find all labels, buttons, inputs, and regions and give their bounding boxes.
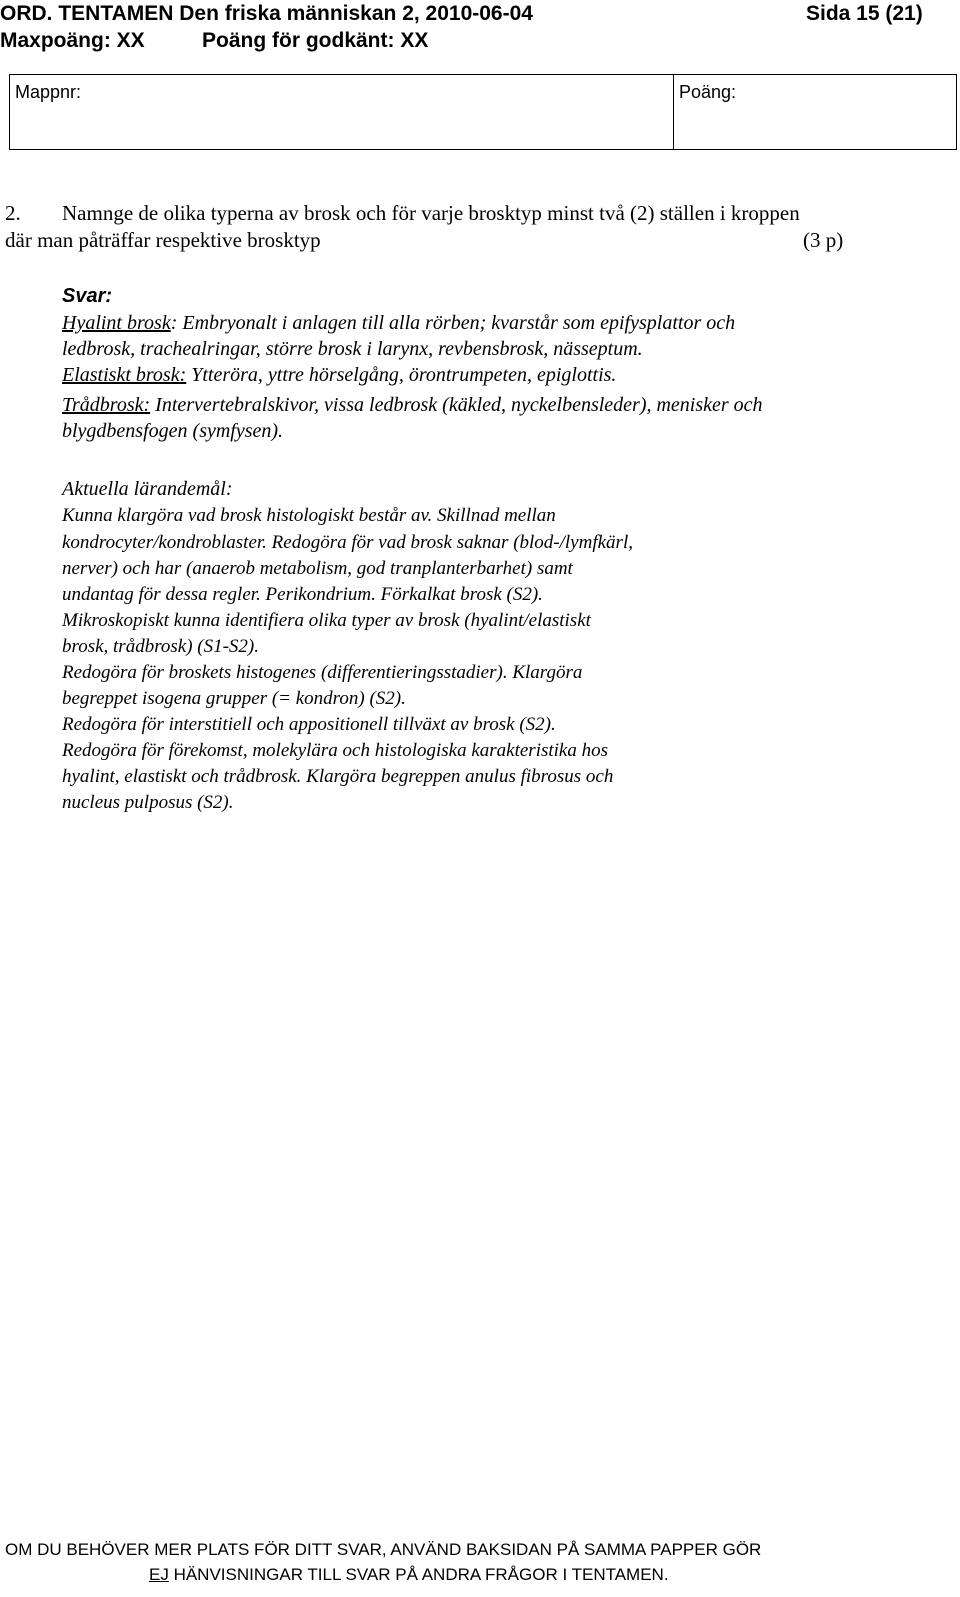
answer-hyalint-line-1 [62,310,735,336]
objective-line: kondrocyter/kondroblaster. Redogöra för vad brosk saknar (blod-/lymfkärl, [62,532,633,553]
hyalint-label: Hyalint brosk [62,312,171,334]
tradbrosk-text-1: Intervertebralskivor, vissa ledbrosk (käkled, nyckelbensleder), menisker och [150,394,763,416]
footer-line-1: OM DU BEHÖVER MER PLATS FÖR DITT SVAR, ANVÄND BAKSIDAN PÅ SAMMA PAPPER GÖR [5,1540,762,1559]
answer-hyalint-line-2: ledbrosk, trachealringar, större brosk i larynx, revbensbrosk, nässeptum. [62,338,643,360]
footer-underlined-word: EJ [149,1565,169,1584]
objective-line: nucleus pulposus (S2). [62,792,234,813]
elastiskt-text: Ytteröra, yttre hörselgång, örontrumpeten, epiglottis. [186,364,617,386]
score-box-divider [673,75,674,149]
answer-heading: Svar: [62,285,113,307]
question-points: (3 p) [803,228,844,252]
score-box [9,74,957,150]
objective-line: undantag för dessa regler. Perikondrium. Förkalkat brosk (S2). [62,584,543,605]
tradbrosk-label: Trådbrosk: [62,394,151,416]
folder-number-label: Mappnr: [15,82,82,102]
objective-line: hyalint, elastiskt och trådbrosk. Klargöra begreppen anulus fibrosus och [62,766,614,787]
learning-objectives-heading: Aktuella lärandemål: [62,478,233,500]
pass-points-label: Poäng för godkänt: XX [202,29,429,52]
exam-title: ORD. TENTAMEN Den friska människan 2, 2010-06-04 [0,2,533,25]
question-number: 2. [5,201,21,225]
objective-line: brosk, trådbrosk) (S1-S2). [62,636,260,657]
elastiskt-label: Elastiskt brosk: [62,364,187,386]
answer-tradbrosk-line-2: blygdbensfogen (symfysen). [62,420,284,442]
answer-elastiskt-line [62,362,616,388]
footer-line-2-text: HÄNVISNINGAR TILL SVAR PÅ ANDRA FRÅGOR I TENTAMEN. [168,1565,669,1584]
objective-line: Mikroskopiskt kunna identifiera olika typer av brosk (hyalint/elastiskt [62,610,591,631]
answer-tradbrosk-line-1 [62,392,763,418]
objective-line: nerver) och har (anaerob metabolism, god tranplanterbarhet) samt [62,558,573,579]
objective-line: begreppet isogena grupper (= kondron) (S2). [62,688,406,709]
max-points-label: Maxpoäng: XX [0,29,145,52]
page-indicator: Sida 15 (21) [806,2,923,25]
points-label: Poäng: [679,82,737,102]
objective-line: Redogöra för broskets histogenes (differentieringsstadier). Klargöra [62,662,583,683]
question-line-1: Namnge de olika typerna av brosk och för varje brosktyp minst två (2) ställen i kroppen [62,201,800,225]
footer-line-2 [149,1563,669,1586]
objective-line: Redogöra för interstitiell och appositionell tillväxt av brosk (S2). [62,714,556,735]
objective-line: Redogöra för förekomst, molekylära och histologiska karakteristika hos [62,740,608,761]
objective-line: Kunna klargöra vad brosk histologiskt består av. Skillnad mellan [62,505,556,526]
question-line-2: där man påträffar respektive brosktyp [5,228,321,252]
hyalint-text-1: : Embryonalt i anlagen till alla rörben; kvarstår som epifysplattor och [170,312,736,334]
